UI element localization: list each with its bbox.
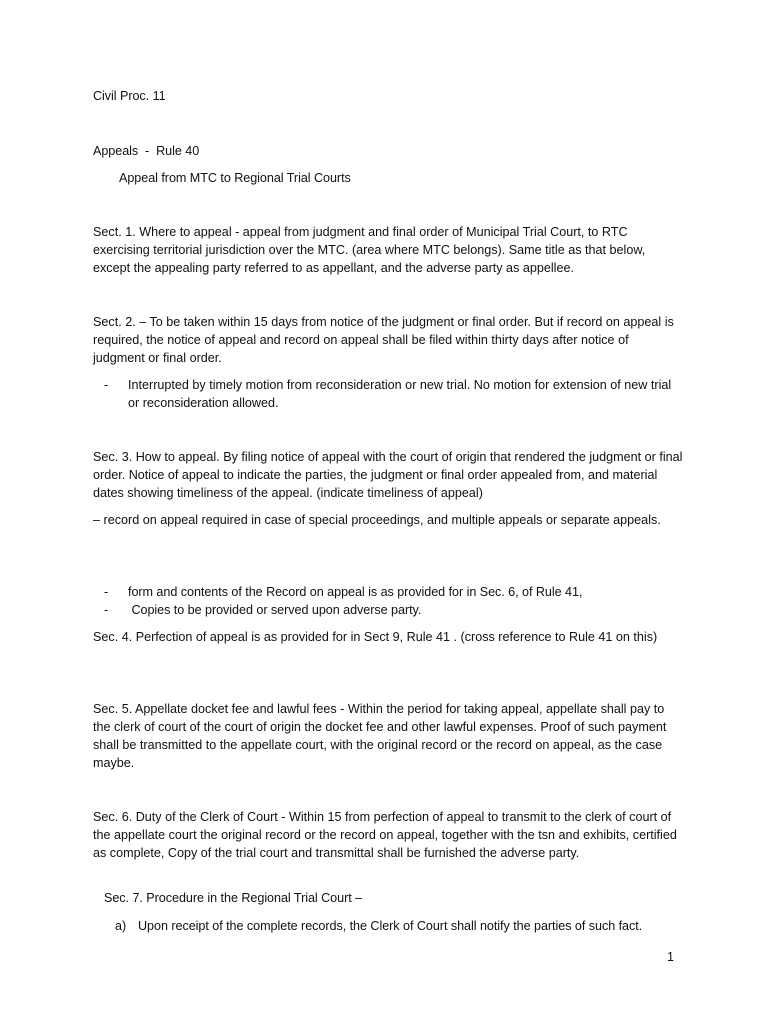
section-heading: Appeals - Rule 40 — [93, 144, 200, 158]
section-subheading: Appeal from MTC to Regional Trial Courts — [119, 171, 351, 185]
section-3-bullet-1: form and contents of the Record on appeal is as provided for in Sec. 6, of Rule 41, — [128, 585, 583, 599]
bullet-dash: - — [104, 585, 109, 599]
bullet-dash: - — [104, 603, 109, 617]
page-number: 1 — [667, 950, 674, 964]
section-7-heading: Sec. 7. Procedure in the Regional Trial Court – — [104, 891, 363, 905]
list-label-a: a) — [115, 919, 127, 933]
section-3-continuation: – record on appeal required in case of special proceedings, and multiple appeals or separate appeals. — [93, 513, 661, 527]
section-7-item-a: Upon receipt of the complete records, the Clerk of Court shall notify the parties of such fact. — [138, 919, 643, 933]
section-4-paragraph: Sec. 4. Perfection of appeal is as provided for in Sect 9, Rule 41 . (cross reference to Rule 41 on this) — [93, 630, 658, 644]
section-1-paragraph: Sect. 1. Where to appeal - appeal from judgment and final order of Municipal Trial Court, to RTC exercising territorial jurisdiction over the MTC. (area where MTC belongs). Same title as that below, except the appealing party referred to as appellant, and the adverse party as appellee. — [93, 225, 646, 275]
section-6-paragraph: Sec. 6. Duty of the Clerk of Court - Within 15 from perfection of appeal to transmit to the clerk of court of the appellate court the original record or the record on appeal, together with the tsn and exhibits, certified as complete, Copy of the trial court and transmittal shall be furnished the adverse party. — [93, 810, 677, 860]
section-3-bullet-2: Copies to be provided or served upon adverse party. — [128, 603, 422, 617]
section-5-paragraph: Sec. 5. Appellate docket fee and lawful fees - Within the period for taking appeal, appellate shall pay to the clerk of court of the court of origin the docket fee and other lawful expenses. Proof of such payment shall be transmitted to the appellate court, with the original record or the record on appeal, as the case maybe. — [93, 702, 667, 770]
document-header: Civil Proc. 11 — [93, 89, 166, 103]
section-2-paragraph: Sect. 2. – To be taken within 15 days from notice of the judgment or final order. But if record on appeal is required, the notice of appeal and record on appeal shall be filed within thirty days after notice of judgment or final order. — [93, 315, 674, 365]
section-3-paragraph: Sec. 3. How to appeal. By filing notice of appeal with the court of origin that rendered the judgment or final order. Notice of appeal to indicate the parties, the judgment or final order appealed from, and material dates showing timeliness of the appeal. (indicate timeliness of appeal) — [93, 450, 683, 500]
bullet-dash: - — [104, 378, 109, 392]
section-2-bullet: Interrupted by timely motion from reconsideration or new trial. No motion for extension of new trial or reconsideration allowed. — [128, 378, 672, 410]
